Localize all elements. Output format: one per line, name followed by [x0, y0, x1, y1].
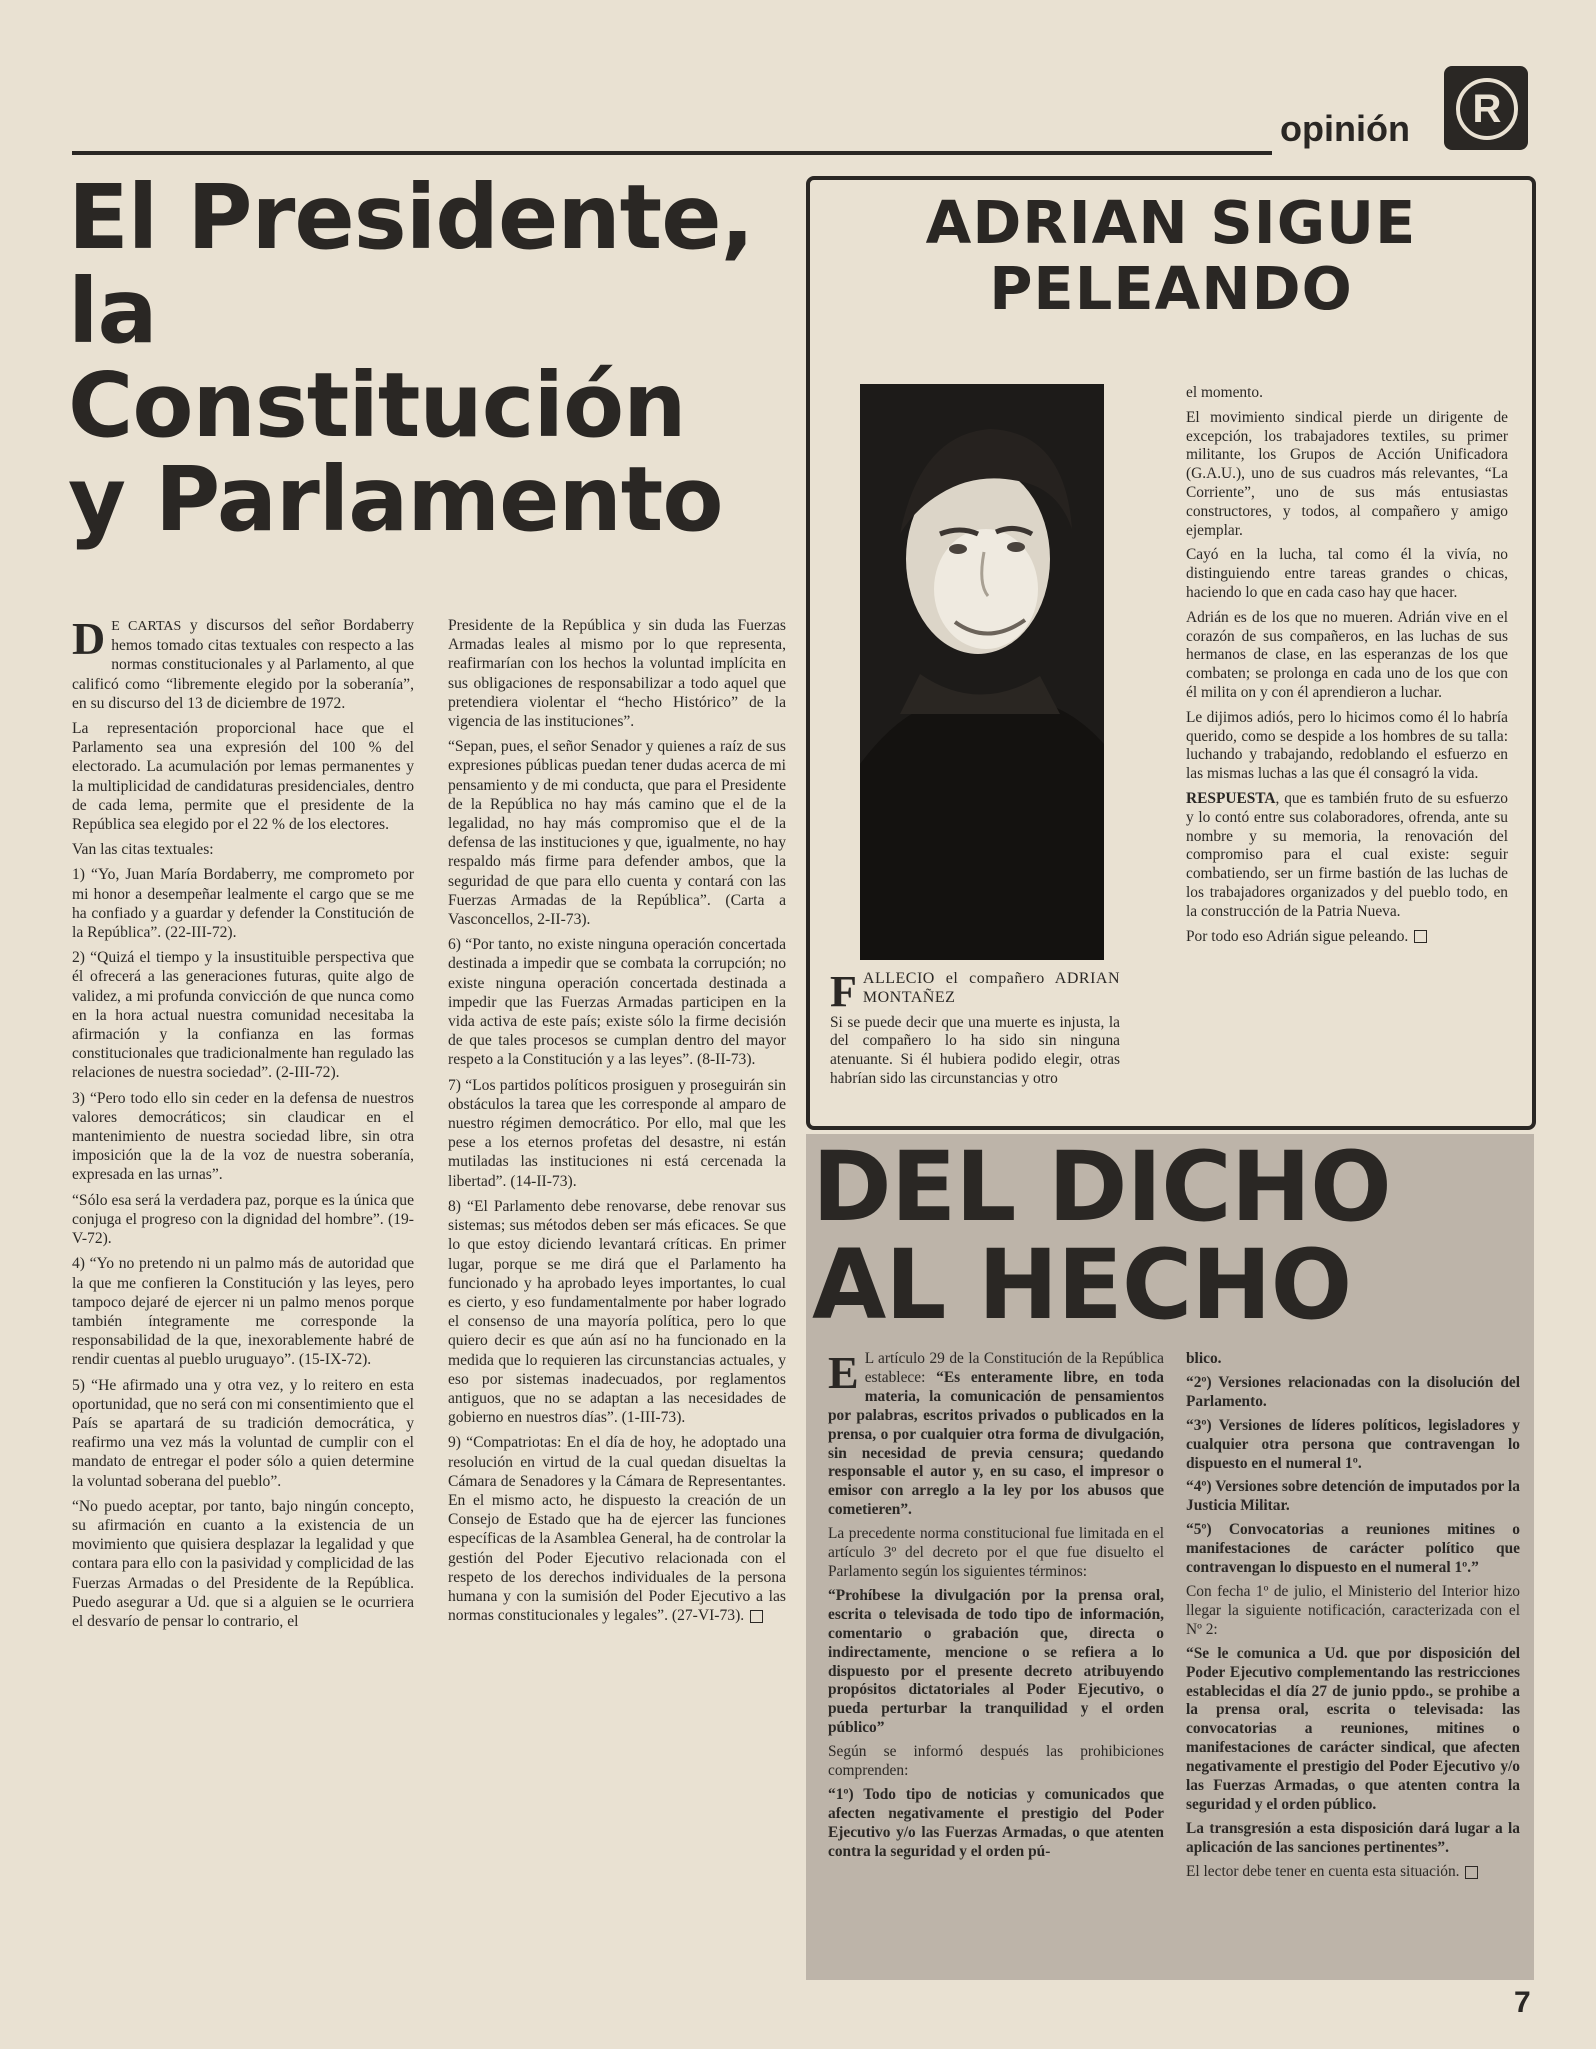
paragraph: “5º) Convocatorias a reuniones mitines o manifestaciones de carácter político que contravengan lo dispuesto en el numeral 1º.” — [1186, 1521, 1520, 1577]
paragraph: “No puedo aceptar, por tanto, bajo ningún concepto, su afirmación en cuanto a la existencia de un movimiento que quisiera desplazar la legalidad y que contara para ello con la pasividad y complicidad de las Fuerzas Armadas o del Presidente de la República. Puedo asegurar a Ud. que si a alguien se le ocurriera el desvarío de pensar lo contrario, el — [72, 1497, 414, 1630]
portrait-illustration — [860, 384, 1104, 960]
section-label: opinión — [1280, 108, 1410, 149]
paragraph: “1º) Todo tipo de noticias y comunicados que afecten negativamente el prestigio del Poder Ejecutivo y/o las Fuerzas Armadas, o que atenten contra la seguridad y el orden pú- — [828, 1785, 1164, 1860]
obituary-column-left — [830, 967, 1120, 1095]
censorship-column-left — [828, 1347, 1164, 1867]
paragraph: Adrián es de los que no mueren. Adrián vive en el corazón de sus compañeros, en las luchas de sus hermanos de clase, en las esperanzas de los que combaten; se prolonga en cada uno de los que con él milita on y con él aprendieron a luchar. — [1186, 608, 1508, 701]
paragraph: 9) “Compatriotas: En el día de hoy, he adoptado una resolución en virtud de la cual quedan disueltas la Cámara de Senadores y la Cámara de Representantes. En el mismo acto, he dispuesto la creación de un Consejo de Estado que ha de ejercer las funciones específicas de la Asamblea General, ha de controlar la gestión del Poder Ejecutivo relacionada con el respeto de los derechos individuales de la persona humana y con la sumisión del Poder Ejecutivo a las normas constitucionales y legales”. (27-VI-73). — [448, 1434, 786, 1625]
paragraph: Si se puede decir que una muerte es injusta, la del compañero lo ha sido sin ninguna atenuante. Si él hubiera podido elegir, otras habrían sido las circunstancias y otro — [830, 1013, 1120, 1087]
paragraph: La transgresión a esta disposición dará lugar a la aplicación de las sanciones pertinentes”. — [1186, 1819, 1520, 1856]
logo-letter: R — [1456, 78, 1518, 140]
obituary-box — [806, 176, 1536, 1130]
headline-line-4: y Parlamento — [68, 447, 723, 551]
censorship-article — [806, 1131, 1534, 1980]
headline-line-1: El Presidente, — [68, 165, 754, 269]
paragraph: 6) “Por tanto, no existe ninguna operación concertada destinada a impedir que se combata la corrupción; no existe ninguna operación concertada destinada a impedir que las Fuerzas Armadas participen en la vida activa de este país; existe sólo la firme decisión de que tales procesos se cumplan dentro del mayor respeto a la Constitución y a las leyes”. (8-II-73). — [448, 936, 786, 1069]
box-headline-line-2: PELEANDO — [989, 254, 1353, 323]
paragraph: “2º) Versiones relacionadas con la disolución del Parlamento. — [1186, 1373, 1520, 1410]
end-mark-icon — [1465, 1866, 1478, 1879]
paragraph: E L artículo 29 de la Constitución de la República establece: “Es enteramente libre, en toda materia, la comunicación de pensamientos por palabras, escritos privados o publicados en la prensa, o por cualquier otra forma de divulgación, sin necesidad de previa censura; quedando responsable el autor y, en su caso, el impresor o emisor con arreglo a la ley por los abusos que cometieren”. — [828, 1347, 1164, 1519]
paragraph: “4º) Versiones sobre detención de imputados por la Justicia Militar. — [1186, 1478, 1520, 1515]
drop-cap: D — [72, 613, 106, 664]
end-mark-icon — [1414, 930, 1427, 943]
gray-headline-line-2: AL HECHO — [812, 1229, 1352, 1341]
paragraph: La representación proporcional hace que el Parlamento sea una expresión del 100 % del electorado. La acumulación por lemas permanentes y la multiplicidad de candidaturas presidenciales, dentro de cada lema, permite que el presidente de la República sea elegido por el 22 % de los electores. — [72, 720, 414, 834]
gray-headline-line-1: DEL DICHO — [812, 1131, 1391, 1243]
box-headline-line-1: ADRIAN SIGUE — [925, 188, 1417, 257]
main-article-column-1 — [72, 613, 415, 1637]
headline-line-3: Constitución — [68, 353, 686, 457]
drop-cap: F — [830, 967, 857, 1016]
paragraph: 5) “He afirmado una y otra vez, y lo reitero en esta oportunidad, que no será con mi consentimiento que el País se apartará de su tradición democrática, y reafirmo una vez más la voluntad de cumplir con el mandato de entregar el poder sólo a quien determine la voluntad soberana del pueblo”. — [72, 1376, 414, 1490]
section-rule — [72, 151, 1272, 155]
paragraph: El movimiento sindical pierde un dirigente de excepción, los trabajadores textiles, su primer militante, los Grupos de Acción Unificadora (G.A.U.), uno de sus cuadros más relevantes, “La Corriente”, uno de sus más entusiastas constructores, y todos, al compañero y amigo ejemplar. — [1186, 408, 1508, 539]
headline-line-2: la — [68, 259, 157, 363]
box-headline — [840, 190, 1502, 322]
paragraph: Con fecha 1º de julio, el Ministerio del Interior hizo llegar la siguiente notificación, caracterizada con el Nº 2: — [1186, 1582, 1520, 1638]
gray-headline — [812, 1131, 1532, 1341]
paragraph: “Sólo esa será la verdadera paz, porque es la única que conjuga el progreso con la dignidad del hombre”. (19-V-72). — [72, 1191, 414, 1248]
paragraph: Por todo eso Adrián sigue peleando. — [1186, 928, 1508, 947]
paragraph: 8) “El Parlamento debe renovarse, debe renovar sus sistemas; sus métodos deben ser más eficaces. Se que lo que estoy diciendo levantará críticas. En primer lugar, porque se me dirá que el Parlamento ha funcionado y ha aprobado leyes importantes, lo cual es cierto, y eso fundamentalmente por haber logrado el consenso de una mayoría política, pero lo que quiero decir es que aún así no ha funcionado en la medida que lo requieren las circunstancias actuales, y eso por sistemas inadecuados, por reglamentos antiguos, que no se adaptan a las necesidades de gobierno en nuestros días”. (1-III-73). — [448, 1197, 786, 1427]
paragraph: “Prohíbese la divulgación por la prensa oral, escrita o televisada de todo tipo de información, comentario o grabación que, directa o indirectamente, mencione o se refiera a lo dispuesto por el presente decreto atribuyendo propósitos dictatoriales al Poder Ejecutivo, o pueda perturbar la tranquilidad y el orden público” — [828, 1586, 1164, 1737]
main-article-column-2 — [448, 616, 786, 1631]
obituary-column-right — [1186, 384, 1508, 952]
paragraph: Le dijimos adiós, pero lo hicimos como él lo habría querido, como se despide a los hombres de su talla: luchando y trabajando, redoblando el esfuerzo en las mismas luchas a las que él consagró la vida. — [1186, 708, 1508, 783]
paragraph: “3º) Versiones de líderes políticos, legisladores y cualquier otra persona que contravengan lo dispuesto en el numeral 1º. — [1186, 1416, 1520, 1472]
main-headline — [68, 165, 788, 551]
end-mark-icon — [750, 1610, 763, 1623]
paragraph: el momento. — [1186, 384, 1263, 401]
paragraph: Presidente de la República y sin duda las Fuerzas Armadas leales al mismo por lo que representa, reafirmarían con los hechos la voluntad implícita en sus obligaciones de responsabilizar a todo aquel que pretendiera violentar el “hecho Histórico” de la vigencia de las instituciones”. — [448, 617, 786, 731]
portrait-photo — [860, 384, 1104, 960]
paragraph: D E CARTAS y discursos del señor Bordaberry hemos tomado citas textuales con respecto a las normas constitucionales y al Parlamento, al que calificó como “libremente elegido por la soberanía”, en su discurso del 13 de diciembre de 1972. — [72, 613, 415, 712]
censorship-column-right — [1186, 1350, 1520, 1887]
paragraph: FALLECIO el compañero ADRIAN MONTAÑEZ — [830, 967, 1120, 1016]
paragraph: 4) “Yo no pretendo ni un palmo más de autoridad que la que me confieren la Constitución y las leyes, pero tampoco dejaré de ejercer ni un palmo menos porque también íntegramente me corresponde la responsabilidad de la que, inexorablemente habré de rendir cuentas al pueblo uruguayo”. (15-IX-72). — [72, 1255, 414, 1369]
paragraph: blico. — [1186, 1350, 1222, 1367]
paragraph: La precedente norma constitucional fue limitada en el artículo 3º del decreto por el que fue disuelto el Parlamento según los siguientes términos: — [828, 1525, 1164, 1580]
paragraph: Según se informó después las prohibiciones comprenden: — [828, 1743, 1164, 1780]
paragraph: “Se le comunica a Ud. que por disposición del Poder Ejecutivo complementando las restricciones establecidas el día 27 de junio ppdo., se prohibe a la prensa oral, escrita o televisada: las convocatorias a reuniones, mitines o manifestaciones de carácter sindical, que afecten negativamente el prestigio del Poder Ejecutivo y/o las Fuerzas Armadas, o que atenten contra la seguridad y el orden público. — [1186, 1644, 1520, 1813]
paragraph: 1) “Yo, Juan María Bordaberry, me comprometo por mi honor a desempeñar lealmente el cargo que se me ha confiado y a guardar y defender la Constitución de la República”. (22-III-72). — [72, 866, 414, 942]
paragraph: 2) “Quizá el tiempo y la insustituible perspectiva que él ofrecerá a las generaciones futuras, quite algo de validez, a mi profunda convicción de que nunca como en la hora actual nuestra comunidad necesitaba la afirmación y la confianza en las formas constitucionales que tradicionalmente han regulado las relaciones de nuestra sociedad”. (2-III-72). — [72, 949, 414, 1082]
paragraph: Cayó en la lucha, tal como él la vivía, no distinguiendo entre tareas grandes o chicas, haciendo lo que en cada caso hay que hacer. — [1186, 546, 1508, 601]
paragraph: 7) “Los partidos políticos prosiguen y proseguirán sin obstáculos la tarea que les corresponde al amparo de nuestro régimen democrático. Por ello, mal que les pese a los eternos profetas del desastre, ni están mutiladas las instituciones ni está cercenada la libertad”. (14-II-73). — [448, 1076, 786, 1190]
paragraph: RESPUESTA, que es también fruto de su esfuerzo y lo contó entre sus colaboradores, ofrenda, ante su nombre y su memoria, la renovación del compromiso para el cual existe: seguir combatiendo, ser un firme bastión de las luchas de los trabajadores organizados y del pueblo todo, en la construcción de la Patria Nueva. — [1186, 789, 1508, 920]
paragraph: 3) “Pero todo ello sin ceder en la defensa de nuestros valores democráticos; sin claudicar en el mantenimiento de nuestra sociedad libre, sin otra imposición que la de la voz de nuestra soberanía, expresada en las urnas”. — [72, 1089, 414, 1184]
publication-logo-icon — [1444, 66, 1528, 150]
drop-cap: E — [828, 1347, 859, 1398]
paragraph: Van las citas textuales: — [72, 841, 214, 859]
paragraph: “Sepan, pues, el señor Senador y quienes a raíz de sus expresiones públicas puedan tener dudas acerca de mi pensamiento y de mi conducta, que para el Presidente de la República no hay más camino que el de la legalidad, no hay más compromiso que el de la defensa de las instituciones y que, igualmente, no hay respaldo más firme para defender ambos, que la seguridad de que para ello cuenta y contará con las Fuerzas Armadas de la República”. (Carta a Vasconcellos, 2-II-73). — [448, 738, 786, 929]
paragraph: El lector debe tener en cuenta esta situación. — [1186, 1863, 1520, 1882]
page-number: 7 — [1514, 1986, 1531, 2019]
